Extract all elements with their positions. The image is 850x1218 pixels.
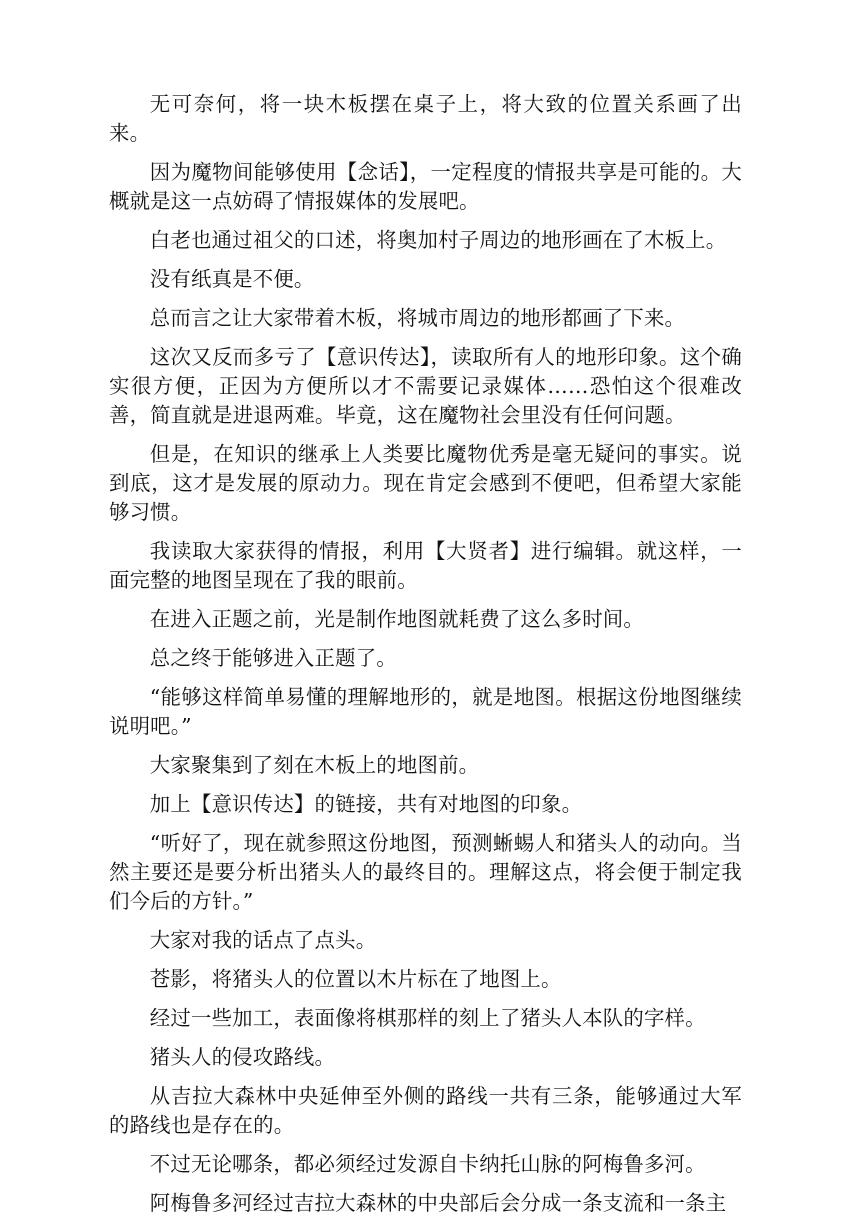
paragraph: 猪头人的侵攻路线。 [149, 1045, 336, 1069]
paragraph: 这次又反而多亏了【意识传达】，读取所有人的地形印象。这个确实很方便，正因为方便所以才不需要记录媒体……恐怕这个很难改善，简直就是进退两难。毕竟，这在魔物社会里没有任何问题。 [109, 345, 742, 427]
paragraph: 总而言之让大家带着木板，将城市周边的地形都画了下来。 [149, 306, 686, 330]
paragraph: “能够这样简单易懂的理解地形的，就是地图。根据这份地图继续说明吧。” [109, 685, 742, 738]
paragraph: 但是，在知识的继承上人类要比魔物优秀是毫无疑问的事实。说到底，这才是发展的原动力。现在肯定会感到不便吧，但希望大家能够习惯。 [109, 442, 742, 524]
paragraph: 苍影，将猪头人的位置以木片标在了地图上。 [149, 967, 562, 991]
paragraph: 加上【意识传达】的链接，共有对地图的印象。 [149, 792, 583, 816]
paragraph: 大家聚集到了刻在木板上的地图前。 [149, 753, 480, 777]
paragraph: 总之终于能够进入正题了。 [149, 646, 397, 670]
paragraph: 从吉拉大森林中央延伸至外侧的路线一共有三条，能够通过大军的路线也是存在的。 [109, 1084, 742, 1137]
paragraph: “听好了，现在就参照这份地图，预测蜥蜴人和猪头人的动向。当然主要还是要分析出猪头人的最终目的。理解这点，将会便于制定我们今后的方针。” [109, 831, 742, 913]
paragraph: 无可奈何，将一块木板摆在桌子上，将大致的位置关系画了出来。 [109, 92, 742, 145]
paragraph: 在进入正题之前，光是制作地图就耗费了这么多时间。 [149, 607, 644, 631]
paragraph: 没有纸真是不便。 [149, 267, 315, 291]
paragraph: 经过一些加工，表面像将棋那样的刻上了猪头人本队的字样。 [149, 1006, 706, 1030]
paragraph: 白老也通过祖父的口述，将奥加村子周边的地形画在了木板上。 [149, 228, 727, 252]
paragraph: 阿梅鲁多河经过吉拉大森林的中央部后会分成一条支流和一条主 [149, 1191, 727, 1215]
paragraph: 不过无论哪条，都必须经过发源自卡纳托山脉的阿梅鲁多河。 [149, 1152, 706, 1176]
paragraph: 因为魔物间能够使用【念话】，一定程度的情报共享是可能的。大概就是这一点妨碍了情报媒体的发展吧。 [109, 160, 742, 213]
paragraph: 我读取大家获得的情报，利用【大贤者】进行编辑。就这样，一面完整的地图呈现在了我的眼前。 [109, 539, 742, 592]
paragraph: 大家对我的话点了点头。 [149, 928, 377, 952]
